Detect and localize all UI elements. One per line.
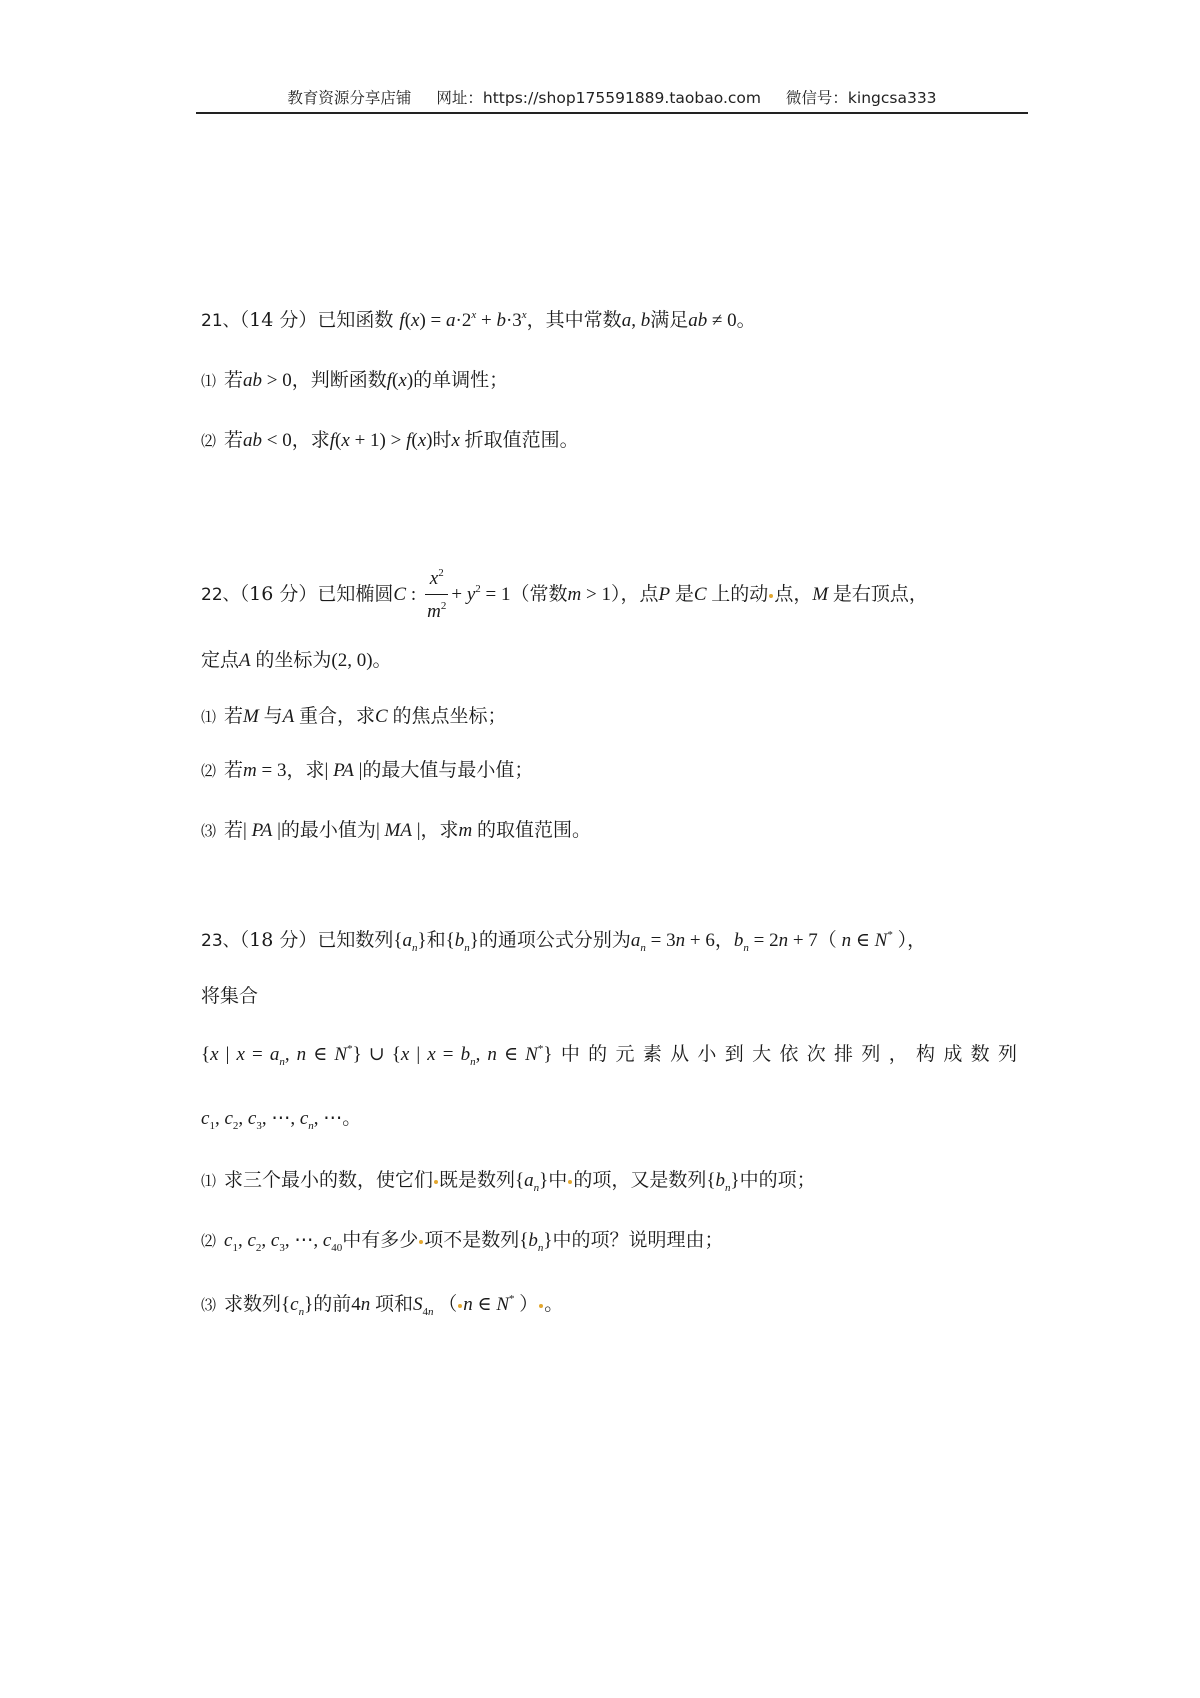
q23-part1: ⑴ 求三个最小的数，使它们 既是数列$\{a_n\}$中 的项，又是数列$\{b_n\}$中的项； (201, 1169, 816, 1194)
header-wechat: 微信号：kingcsa333 (785, 89, 937, 107)
q23-stem-line2: 将集合 (201, 985, 259, 1007)
q23-part3: ⑶ 求数列$\{c_n\}$的前4n 项和$S_{4n}$ （ n ∈ N* ） 。 (201, 1293, 564, 1318)
q23-stem-line3: {x | $x = a_n$, n ∈ N*} ∪ {x | $x = b_n$, n ∈ N*} 中的元素从小到大依次排列，构成数列 (201, 1043, 1023, 1068)
header-shop: 教育资源分享店铺 (287, 89, 412, 107)
q21-part1: ⑴ 若ab > 0，判断函数f(x)的单调性； (201, 369, 509, 391)
page-header (196, 86, 1028, 112)
q23-part2: ⑵ $c_1$, $c_2$, $c_3$, ⋯, $c_{40}$中有多少 项不是数列$\{b_n\}$中的项？说明理由； (201, 1229, 724, 1254)
q21-stem: 21、（14 分）已知函数 $f(x) = a\cdot 2^x + b\cdot 3^x$，其中常数a, b满足ab ≠ 0。 (201, 309, 756, 331)
q22-stem: 22、（16 分）已知椭圆C : $\frac{x^2}{m^2}$ + $y^2 = 1$（常数m > 1），点P 是C 上的动 点，M 是右顶点， (201, 554, 928, 634)
q21-part2: ⑵ 若ab < 0，求f(x + 1) > f(x)时x 折取值范围。 (201, 429, 579, 451)
header-rule (196, 112, 1028, 114)
q22-part3: ⑶ 若| PA |的最小值为| MA |，求m 的取值范围。 (201, 819, 592, 841)
q22-part2: ⑵ 若m = 3，求| PA |的最大值与最小值； (201, 759, 534, 781)
q22-part1: ⑴ 若M 与A 重合，求C 的焦点坐标； (201, 705, 507, 727)
q23-stem: 23、（18 分）已知数列$\{a_n\}$和$\{b_n\}$的通项公式分别为$a_n = 3n + 6$，$b_n = 2n + 7$（ n ∈ N* ）， (201, 929, 927, 954)
q22-stem-line2: 定点A 的坐标为(2, 0)。 (201, 649, 392, 671)
q23-stem-line4: $c_1$, $c_2$, $c_3$, ⋯, $c_n$, ⋯。 (201, 1107, 362, 1132)
header-site: 网址：https://shop175591889.taobao.com (436, 89, 761, 107)
